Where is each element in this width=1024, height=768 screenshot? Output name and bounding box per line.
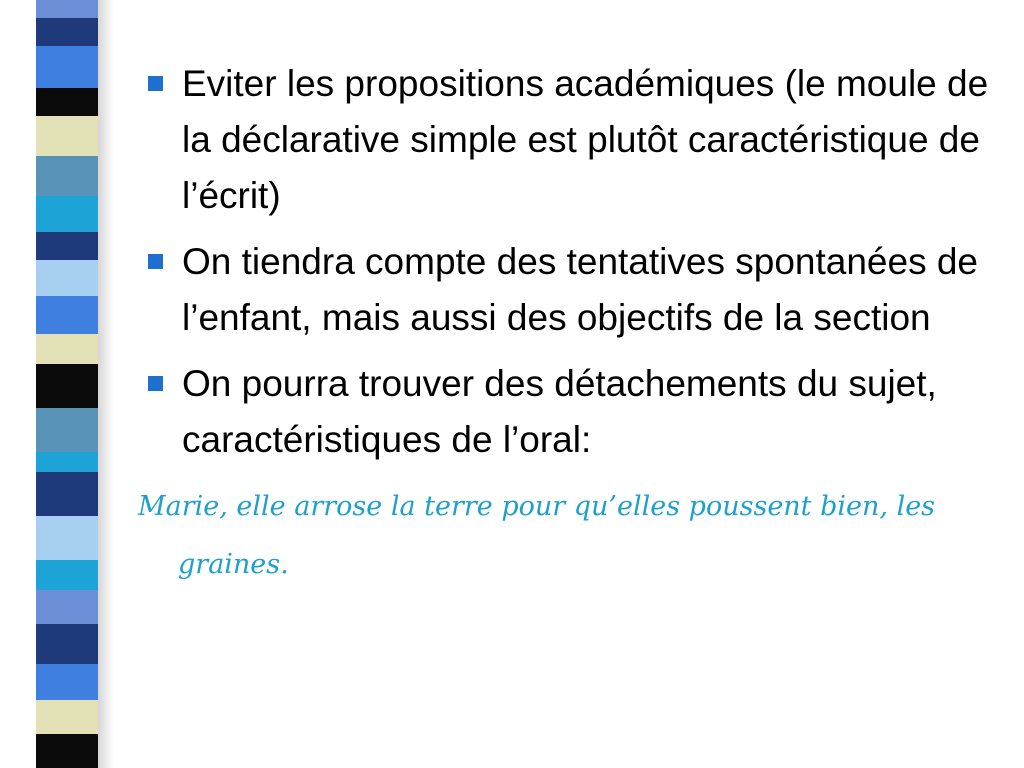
stripe <box>36 260 98 296</box>
stripe <box>36 46 98 88</box>
stripe <box>36 452 98 472</box>
stripe <box>36 408 98 452</box>
stripe <box>36 156 98 196</box>
stripe <box>36 700 98 734</box>
stripe-shadow <box>98 0 114 768</box>
stripe <box>36 560 98 590</box>
stripe <box>36 296 98 334</box>
stripe <box>36 18 98 46</box>
bullet-text: On pourra trouver des détachements du sujet, caractéristiques de l’oral: <box>182 363 937 460</box>
bullet-text: Eviter les propositions académiques (le moule de la déclarative simple est plutôt caractéristique de l’écrit) <box>182 63 989 216</box>
stripe <box>36 334 98 364</box>
stripe <box>36 664 98 700</box>
stripe <box>36 516 98 560</box>
decorative-stripe-bar <box>36 0 98 768</box>
bullet-item <box>140 234 1010 346</box>
stripe <box>36 0 98 18</box>
bullet-text: On tiendra compte des tentatives spontanées de l’enfant, mais aussi des objectifs de la section <box>182 241 979 338</box>
stripe <box>36 196 98 232</box>
stripe <box>36 624 98 664</box>
bullet-item <box>140 356 1010 468</box>
square-bullet-icon <box>148 254 163 269</box>
stripe <box>36 88 98 116</box>
bullet-list <box>140 56 1010 468</box>
stripe <box>36 734 98 768</box>
square-bullet-icon <box>148 376 163 391</box>
stripe <box>36 590 98 624</box>
example-quote: Marie, elle arrose la terre pour qu’elles poussent bien, les graines. <box>138 491 936 580</box>
stripe <box>36 472 98 516</box>
stripe <box>36 232 98 260</box>
bullet-item <box>140 56 1010 224</box>
slide-content <box>140 56 1010 594</box>
stripe <box>36 364 98 408</box>
stripe <box>36 116 98 156</box>
square-bullet-icon <box>148 76 163 91</box>
